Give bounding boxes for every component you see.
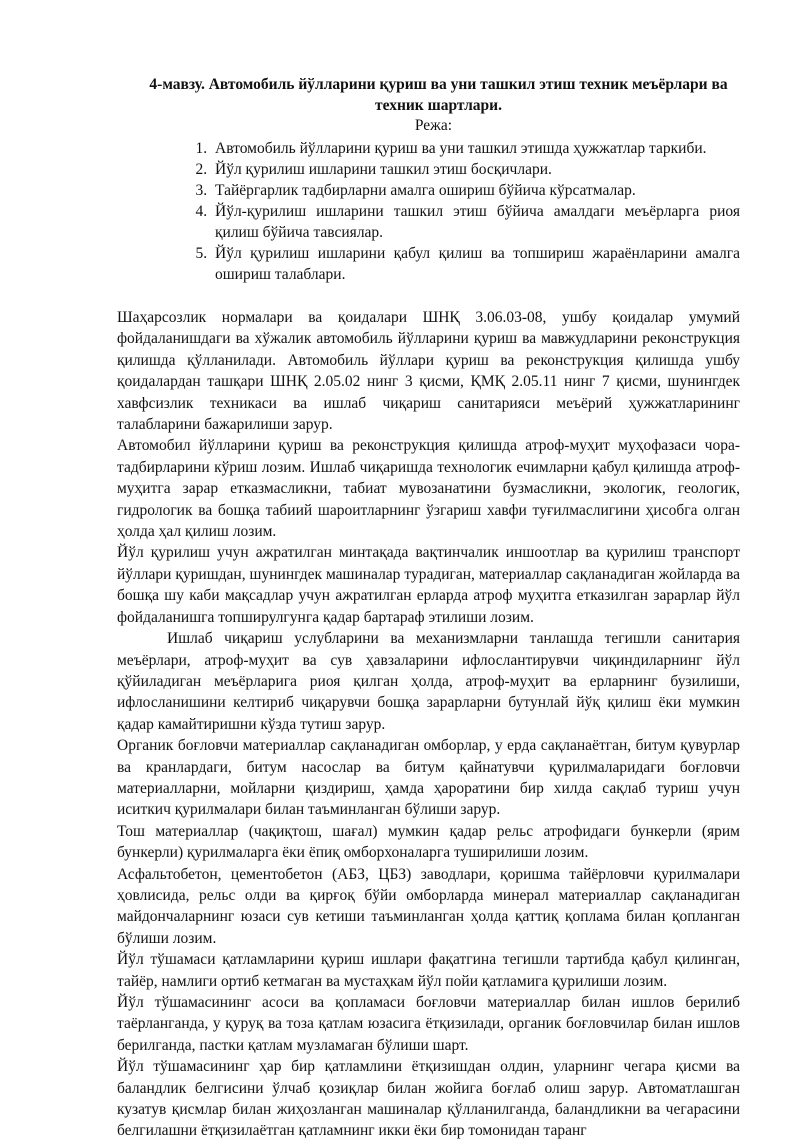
paragraph: Йўл тўшамасининг асоси ва қопламаси боғловчи материаллар билан ишлов берилиб таёрланганда, у қуруқ ва тоза қатлам юзасига ётқизилади, органик боғловчилар билан ишлов берилганда, пастки қатлам музламаган бўлиши шарт. <box>117 994 740 1054</box>
plan-heading: Режа: <box>414 117 453 134</box>
paragraph: Ишлаб чиқариш услубларини ва механизмларни танлашда тегишли санитария меъёрлари, атроф-муҳит ва сув ҳавзаларини ифлослантирувчи чиқиндиларнинг йўл қўйиладиган меъёрларига риоя қилган ҳолда, атроф-муҳит ва ерларнинг бузилиши, ифлосланишини келтириб чиқарувчи бошқа зарарларни бутунлай йўқ қилиш ёки мумкин қадар камайтиришни кўзда тутиш зарур. <box>117 630 740 733</box>
plan-list <box>117 138 740 285</box>
plan-item: 2. Йўл қурилиш ишларини ташкил этиш босқичлари. <box>211 159 740 180</box>
document-title: 4-мавзу. Автомобиль йўлларини қуриш ва уни ташкил этиш техник меъёрлари ва техник шартлари. <box>149 76 728 114</box>
document-body <box>117 307 740 1142</box>
paragraph: Автомобил йўлларини қуриш ва реконструкция қилишда атроф-муҳит муҳофазаси чора-тадбирларини кўриш лозим. Ишлаб чиқаришда технологик ечимларни қабул қилишда атроф-муҳитга зарар етказмасликни, табиат мувозанатини бузмасликни, экологик, геологик, гидрологик ва бошқа табиий шароитларнинг ўзгариш хавфи туғилмаслигини ҳисобга олган ҳолда ҳал қилиш лозим. <box>117 437 740 541</box>
paragraph: Асфальтобетон, цементобетон (АБЗ, ЦБЗ) заводлари, қоришма тайёрловчи қурилмалари ҳовлисида, рельс олди ва қирғоқ бўйи омборларда минерал материаллар сақланадиган майдончаларнинг юзаси сув кетиши таъминланган ҳолда қаттиқ қоплама билан қопланган бўлиши лозим. <box>117 865 740 947</box>
plan-item: 4. Йўл-қурилиш ишларини ташкил этиш бўйича амалдаги меъёрларга риоя қилиш бўйича тавсиялар. <box>211 201 740 243</box>
paragraph: Органик боғловчи материаллар сақланадиган омборлар, у ерда сақланаётган, битум қувурлар ва кранлардаги, битум насослар ва битум қайнатувчи қурилмаларидаги боғловчи материалларни, мойларни қиздириш, ҳамда ҳароратини бир хилда сақлаб туриш учун иситкич қурилмалари билан таъминланган бўлиши зарур. <box>117 737 740 819</box>
paragraph: Тош материаллар (чақиқтош, шағал) мумкин қадар рельс атрофидаги бункерли (ярим бункерли) қурилмаларга ёки ёпиқ омборхоналарга туширилиши лозим. <box>117 822 740 862</box>
paragraph: Шаҳарсозлик нормалари ва қоидалари ШНҚ 3.06.03-08, ушбу қоидалар умумий фойдаланишдаги ва хўжалик автомобиль йўлларини қуриш ва мавжудларини реконструкция қилишда қўлланилади. Автомобиль йўллари қуриш ва реконструкция қилишда ушбу қоидалардан ташқари ШНҚ 2.05.02 нинг 3 қисми, ҚМҚ 2.05.11 нинг 7 қисми, шунингдек хавфсизлик техникаси ва ишлаб чиқариш санитарияси меъёрий ҳужжатларининг талабларини бажарилиши зарур. <box>117 309 740 434</box>
plan-item: 1. Автомобиль йўлларини қуриш ва уни ташкил этишда ҳужжатлар таркиби. <box>211 138 740 159</box>
paragraph: Йўл қурилиш учун ажратилган минтақада вақтинчалик иншоотлар ва қурилиш транспорт йўллари қуришдан, шунингдек машиналар турадиган, материаллар сақланадиган жойларда ва бошқа шу каби мақсадлар учун ажратилган ерларда атроф муҳитга етказилган зарарлар йўл фойдаланишга топширулгунга қадар бартараф этилиши лозим. <box>117 544 740 626</box>
plan-item: 5. Йўл қурилиш ишларини қабул қилиш ва топшириш жараёнларини амалга ошириш талаблари. <box>211 243 740 285</box>
paragraph: Йўл тўшамаси қатламларини қуриш ишлари фақатгина тегишли тартибда қабул қилинган, тайёр, намлиги ортиб кетмаган ва мустаҳкам йўл пойи қатламига қурилиши лозим. <box>117 951 740 990</box>
paragraph: Йўл тўшамасининг ҳар бир қатламлини ётқизишдан олдин, уларнинг чегара қисми ва баландлик белгисини ўлчаб қозиқлар билан жойига боғлаб олиш зарур. Автоматлашган кузатув қисмлар билан жиҳозланган машиналар қўлланилганда, баландликни ва чегарасини белгилашни ётқизилаётган қатламнинг икки ёки бир томонидан таранг <box>117 1058 740 1140</box>
plan-item: 3. Тайёргарлик тадбирларни амалга ошириш бўйича кўрсатмалар. <box>211 180 740 201</box>
